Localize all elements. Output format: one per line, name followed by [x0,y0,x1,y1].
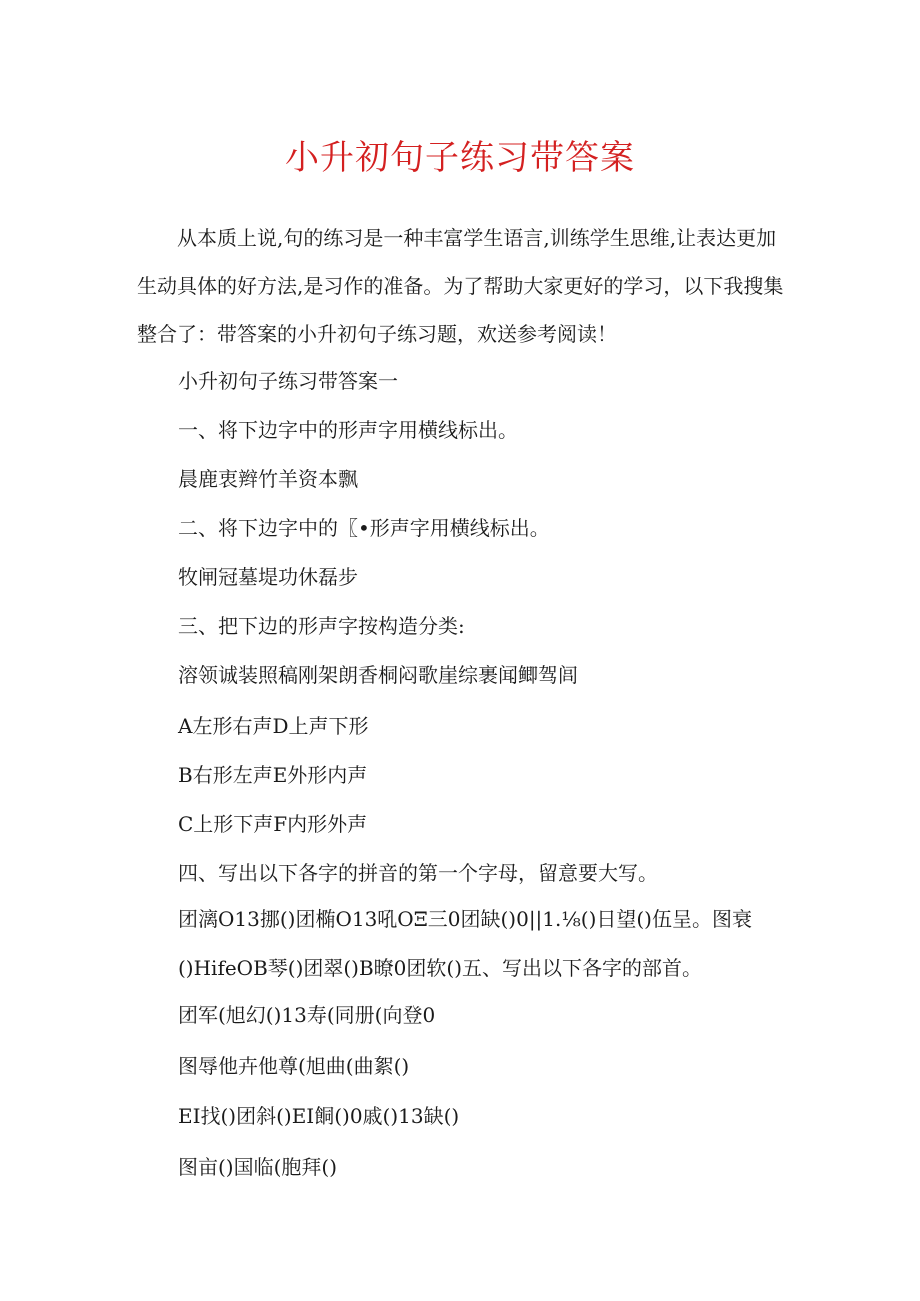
category-b-e: B右形左声E外形内声 [178,763,368,787]
question-four: 四、写出以下各字的拼音的第一个字母，留意要大写。 [178,861,658,885]
radical-line-1: 团军(旭幻()13寿(同册(向登0 [178,1003,436,1027]
question-one: 一、将下边字中的形声字用横线标出。 [178,418,518,442]
category-c-f: C上形下声F内形外声 [178,812,368,836]
question-two: 二、将下边字中的〖•形声字用横线标出。 [178,516,550,540]
radical-line-4: 图亩()国临(胞拜() [178,1155,338,1179]
intro-paragraph: 从本质上说,句的练习是一种丰富学生语言,训练学生思维,让表达更加生动具体的好方法,是习作的准备。为了帮助大家更好的学习，以下我搜集整合了：带答案的小升初句子练习题，欢送参考阅读！ [137,226,784,346]
question-one-chars: 晨鹿衷辫竹羊资本飘 [178,467,358,491]
question-three: 三、把下边的形声字按构造分类: [178,614,465,638]
radical-line-3: EI找()团斜()EI餇()0戚()13缺() [178,1104,460,1128]
question-three-chars: 溶领诚装照稿刚架朗香桐闷歌崖综裹闻鲫驾闾 [178,663,578,687]
document-title: 小升初句子练习带答案 [285,138,635,178]
question-two-chars: 牧闸冠墓堤功休磊步 [178,565,358,589]
radical-line-2: 图辱他卉他尊(旭曲(曲絮() [178,1054,410,1078]
question-four-line-1: 团漓O13挪()团椭O13吼OΞ三0团缺()0||1.⅛()日望()伍呈。图衰 [178,907,752,931]
category-a-d: A左形右声D上声下形 [178,714,369,738]
question-four-line-2: ()HifeOB琴()团翠()B暸0团软()五、写出以下各字的部首。 [178,956,703,980]
section-heading-part-one: 小升初句子练习带答案一 [178,369,398,393]
